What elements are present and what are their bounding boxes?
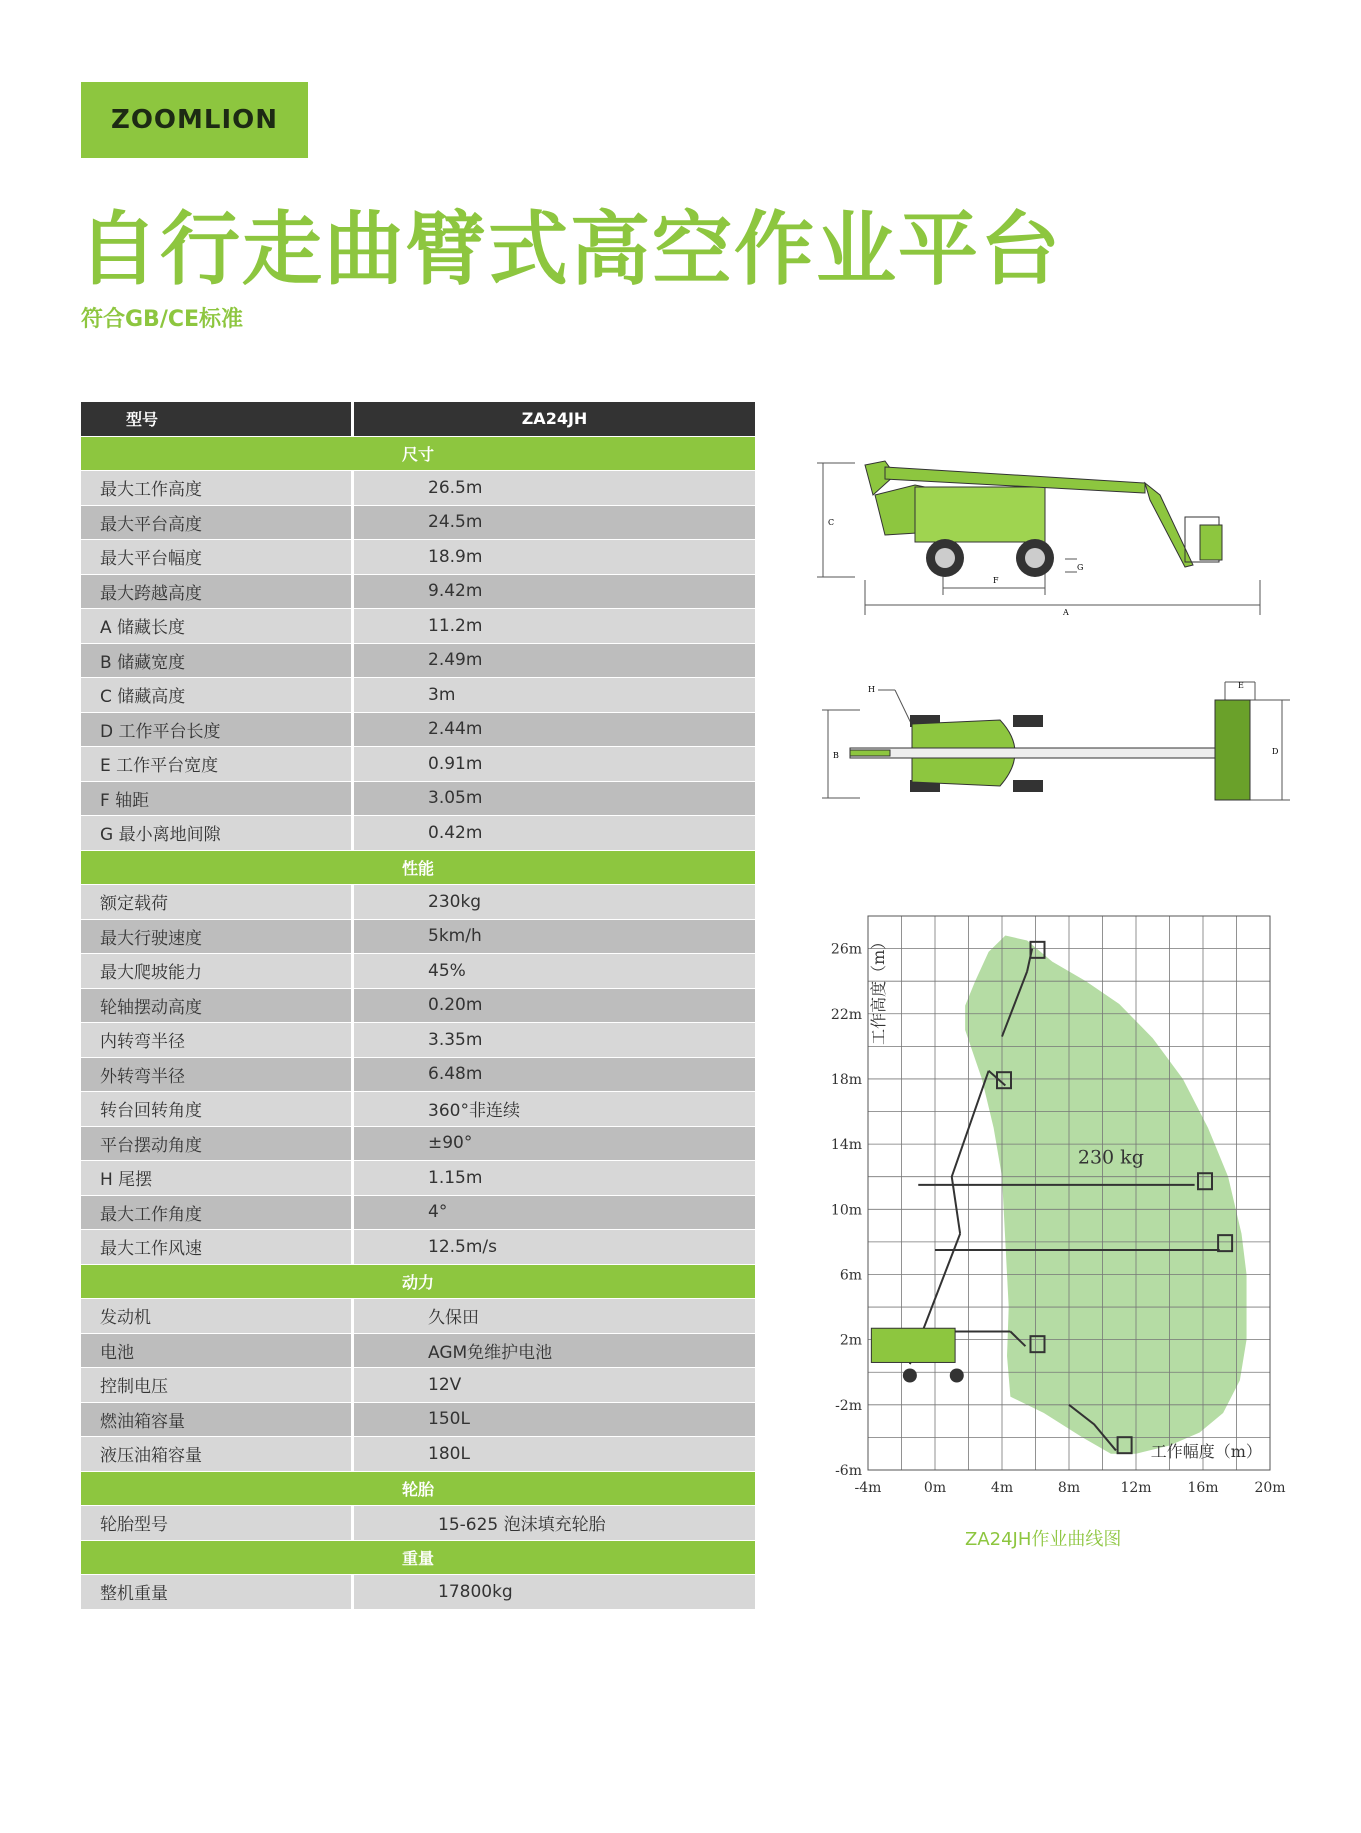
row-label: B 储藏宽度 [81, 644, 351, 678]
row-value: 0.20m [354, 989, 755, 1023]
table-row [81, 1575, 755, 1609]
y-tick-label: -2m [835, 1397, 862, 1414]
row-value: 11.2m [354, 609, 755, 643]
row-value: 9.42m [354, 575, 755, 609]
dim-h: H [868, 685, 875, 694]
row-label: 轮胎型号 [81, 1506, 351, 1540]
table-row [81, 1403, 755, 1437]
row-label: 整机重量 [81, 1575, 351, 1609]
table-row [81, 816, 755, 850]
table-row [81, 1230, 755, 1264]
weight-rows [81, 1575, 755, 1609]
table-row [81, 1334, 755, 1368]
row-label: 控制电压 [81, 1368, 351, 1402]
y-tick-label: 18m [830, 1071, 862, 1088]
power-rows [81, 1299, 755, 1471]
y-tick-label: 14m [830, 1137, 862, 1154]
row-value: 4° [354, 1196, 755, 1230]
row-label: 电池 [81, 1334, 351, 1368]
x-tick-label: 16m [1187, 1480, 1219, 1496]
row-label: D 工作平台长度 [81, 713, 351, 747]
table-row [81, 1299, 755, 1333]
row-value: 26.5m [354, 471, 755, 505]
load-annotation: 230 kg [1077, 1146, 1144, 1169]
header-label: 型号 [81, 402, 351, 436]
dim-b: B [833, 751, 839, 760]
table-row [81, 1506, 755, 1540]
y-axis-label: 工作高度（m） [869, 933, 888, 1045]
row-label: 最大平台高度 [81, 506, 351, 540]
row-label: 燃油箱容量 [81, 1403, 351, 1437]
machine-side [865, 461, 1222, 577]
row-label: 最大工作角度 [81, 1196, 351, 1230]
row-label: 最大爬坡能力 [81, 954, 351, 988]
size-rows [81, 471, 755, 850]
table-row [81, 1161, 755, 1195]
y-tick-label: 26m [830, 941, 862, 958]
row-value: 2.49m [354, 644, 755, 678]
row-label: 发动机 [81, 1299, 351, 1333]
table-row [81, 1368, 755, 1402]
row-label: 额定载荷 [81, 885, 351, 919]
table-row [81, 1196, 755, 1230]
row-label: 最大平台幅度 [81, 540, 351, 574]
row-value: AGM免维护电池 [354, 1334, 755, 1368]
table-row [81, 1127, 755, 1161]
row-label: 最大行驶速度 [81, 920, 351, 954]
x-tick-label: 20m [1254, 1480, 1286, 1496]
tire-rows [81, 1506, 755, 1540]
table-row [81, 920, 755, 954]
section-weight: 重量 [81, 1541, 755, 1575]
section-size: 尺寸 [81, 437, 755, 471]
row-value: 3m [354, 678, 755, 712]
table-row [81, 575, 755, 609]
y-tick-label: -6m [835, 1463, 862, 1479]
y-tick-label: 6m [839, 1267, 862, 1284]
row-label: 液压油箱容量 [81, 1437, 351, 1471]
row-value: 久保田 [354, 1299, 755, 1333]
machine-top [850, 700, 1250, 800]
performance-rows [81, 885, 755, 1264]
row-label: C 储藏高度 [81, 678, 351, 712]
chart-caption: ZA24JH作业曲线图 [965, 1529, 1122, 1550]
page-title: 自行走曲臂式高空作业平台 [78, 203, 1062, 296]
table-row [81, 1092, 755, 1126]
y-tick-label: 22m [830, 1006, 862, 1023]
working-envelope [965, 936, 1246, 1454]
table-row [81, 713, 755, 747]
table-row [81, 1058, 755, 1092]
table-row [81, 644, 755, 678]
section-power: 动力 [81, 1265, 755, 1299]
row-label: 转台回转角度 [81, 1092, 351, 1126]
row-value: 3.35m [354, 1023, 755, 1057]
row-value: 15-625 泡沫填充轮胎 [354, 1506, 755, 1540]
row-label: 最大跨越高度 [81, 575, 351, 609]
x-tick-label: -4m [854, 1480, 882, 1496]
dim-f: F [993, 576, 999, 585]
row-label: 最大工作风速 [81, 1230, 351, 1264]
dim-e: E [1238, 681, 1244, 690]
row-value: 12V [354, 1368, 755, 1402]
table-row [81, 678, 755, 712]
header-model: ZA24JH [354, 402, 755, 436]
row-label: 轮轴摆动高度 [81, 989, 351, 1023]
spec-table [81, 402, 755, 1610]
row-value: 17800kg [354, 1575, 755, 1609]
logo-text: ZOOMLION [110, 105, 279, 135]
x-tick-label: 4m [990, 1480, 1014, 1496]
row-value: 3.05m [354, 782, 755, 816]
table-row [81, 989, 755, 1023]
table-header [81, 402, 755, 436]
table-row [81, 885, 755, 919]
table-row [81, 1437, 755, 1471]
x-tick-label: 0m [923, 1480, 947, 1496]
row-label: 外转弯半径 [81, 1058, 351, 1092]
row-value: 2.44m [354, 713, 755, 747]
table-row [81, 1023, 755, 1057]
machine-wheel [903, 1368, 917, 1382]
row-label: E 工作平台宽度 [81, 747, 351, 781]
table-row [81, 609, 755, 643]
row-label: F 轴距 [81, 782, 351, 816]
dim-a: A [1063, 608, 1069, 617]
y-tick-label: 2m [839, 1332, 862, 1349]
section-tire: 轮胎 [81, 1472, 755, 1506]
page-subtitle: 符合GB/CE标准 [81, 307, 244, 332]
table-row [81, 471, 755, 505]
row-value: 24.5m [354, 506, 755, 540]
row-value: 45% [354, 954, 755, 988]
row-label: 最大工作高度 [81, 471, 351, 505]
dim-d: D [1272, 747, 1279, 756]
x-tick-label: 12m [1120, 1480, 1152, 1496]
table-row [81, 747, 755, 781]
row-value: 360°非连续 [354, 1092, 755, 1126]
table-row [81, 506, 755, 540]
row-value: 230kg [354, 885, 755, 919]
row-value: 0.91m [354, 747, 755, 781]
brand-logo [81, 82, 308, 158]
row-label: H 尾摆 [81, 1161, 351, 1195]
row-value: 1.15m [354, 1161, 755, 1195]
dim-c: C [828, 518, 835, 527]
side-view-drawing [815, 455, 1275, 625]
x-axis-label: 工作幅度（m） [1150, 1441, 1262, 1461]
row-value: 12.5m/s [354, 1230, 755, 1264]
row-value: ±90° [354, 1127, 755, 1161]
row-value: 5km/h [354, 920, 755, 954]
row-value: 180L [354, 1437, 755, 1471]
row-label: 平台摆动角度 [81, 1127, 351, 1161]
row-value: 0.42m [354, 816, 755, 850]
top-view-drawing [820, 680, 1295, 810]
table-row [81, 782, 755, 816]
row-value: 6.48m [354, 1058, 755, 1092]
machine-base [871, 1328, 955, 1362]
row-value: 18.9m [354, 540, 755, 574]
table-row [81, 954, 755, 988]
working-range-chart [820, 890, 1290, 1510]
dim-g: G [1077, 563, 1084, 572]
x-tick-label: 8m [1057, 1480, 1081, 1496]
section-performance: 性能 [81, 851, 755, 885]
y-tick-label: 10m [830, 1202, 862, 1219]
machine-wheel [950, 1368, 964, 1382]
row-label: G 最小离地间隙 [81, 816, 351, 850]
row-label: 内转弯半径 [81, 1023, 351, 1057]
row-value: 150L [354, 1403, 755, 1437]
table-row [81, 540, 755, 574]
row-label: A 储藏长度 [81, 609, 351, 643]
